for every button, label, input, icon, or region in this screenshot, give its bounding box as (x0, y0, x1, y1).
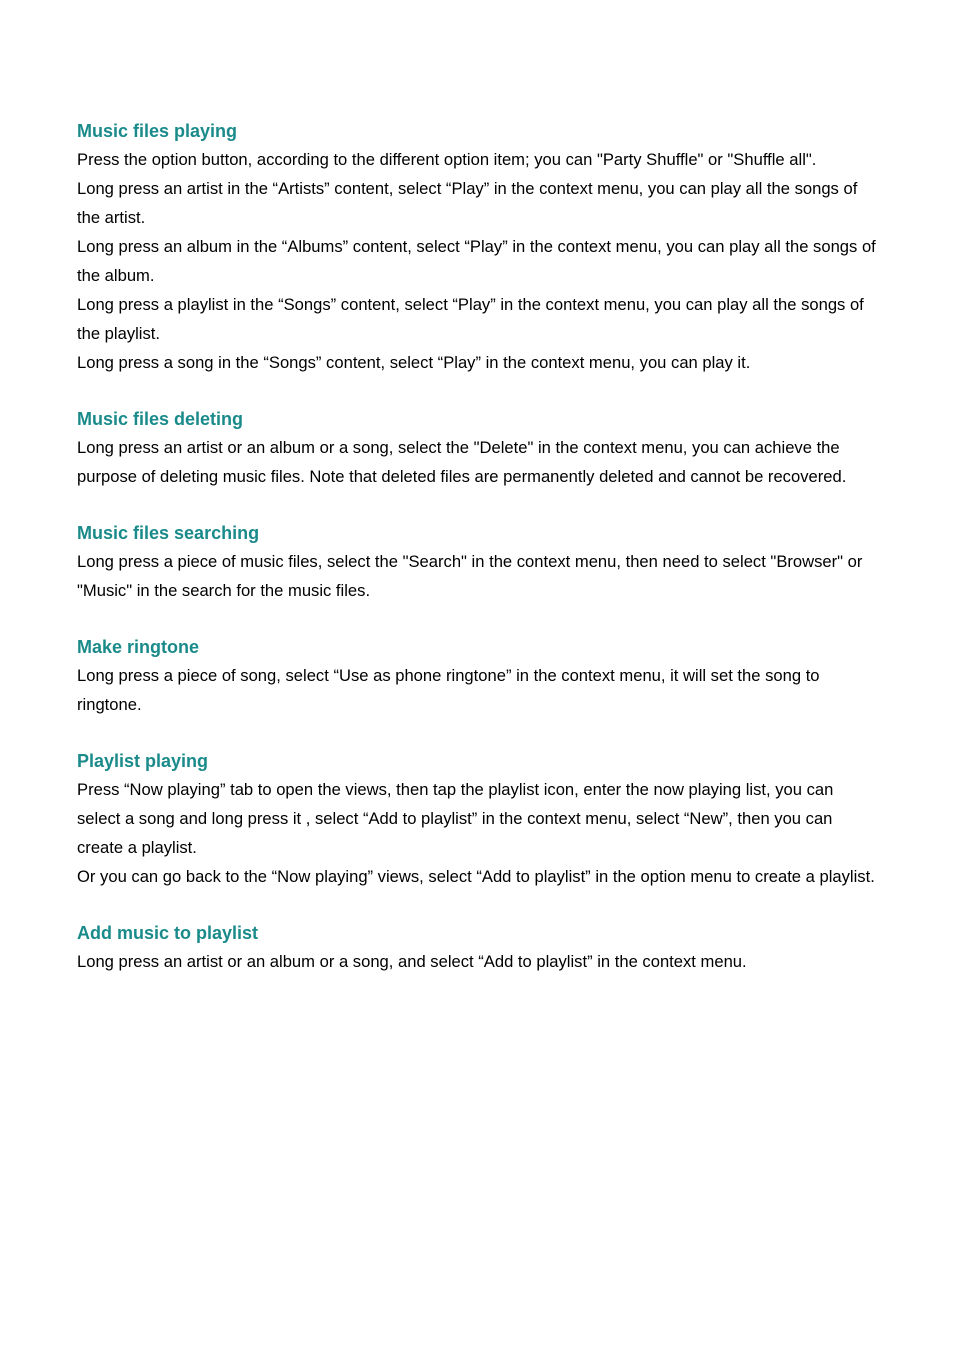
section-paragraph: Long press an artist or an album or a song, and select “Add to playlist” in the context menu. (77, 952, 747, 971)
section-music-files-deleting (77, 405, 877, 491)
section-music-files-playing (77, 117, 877, 377)
section-heading: Music files deleting (77, 409, 244, 429)
section-paragraph: Or you can go back to the “Now playing” views, select “Add to playlist” in the option menu to create a playlist. (77, 867, 875, 886)
section-paragraph: Long press a piece of music files, select the "Search" in the context menu, then need to select "Browser" or "Music" in the search for the music files. (77, 552, 863, 600)
section-playlist-playing (77, 747, 877, 891)
section-heading: Make ringtone (77, 637, 200, 657)
section-paragraph: Press the option button, according to the different option item; you can "Party Shuffle" or "Shuffle all". (77, 150, 817, 169)
section-paragraph: Long press an artist in the “Artists” content, select “Play” in the context menu, you can play all the songs of the artist. (77, 179, 858, 227)
section-music-files-searching (77, 519, 877, 605)
section-heading: Music files searching (77, 523, 260, 543)
section-add-music-to-playlist (77, 919, 877, 976)
section-paragraph: Long press a song in the “Songs” content, select “Play” in the context menu, you can play it. (77, 353, 751, 372)
section-paragraph: Long press an album in the “Albums” content, select “Play” in the context menu, you can play all the songs of the album. (77, 237, 876, 285)
document-page (77, 117, 877, 1004)
section-paragraph: Long press a piece of song, select “Use as phone ringtone” in the context menu, it will set the song to ringtone. (77, 666, 820, 714)
section-paragraph: Long press an artist or an album or a song, select the "Delete" in the context menu, you can achieve the purpose of deleting music files. Note that deleted files are permanently deleted and cannot be recovered. (77, 438, 847, 486)
section-make-ringtone (77, 633, 877, 719)
section-heading: Playlist playing (77, 751, 209, 771)
section-paragraph: Press “Now playing” tab to open the views, then tap the playlist icon, enter the now playing list, you can select a song and long press it , select “Add to playlist” in the context menu, select “New”, then you can create a playlist. (77, 780, 834, 857)
section-heading: Music files playing (77, 121, 238, 141)
section-heading: Add music to playlist (77, 923, 259, 943)
section-paragraph: Long press a playlist in the “Songs” content, select “Play” in the context menu, you can play all the songs of the playlist. (77, 295, 864, 343)
